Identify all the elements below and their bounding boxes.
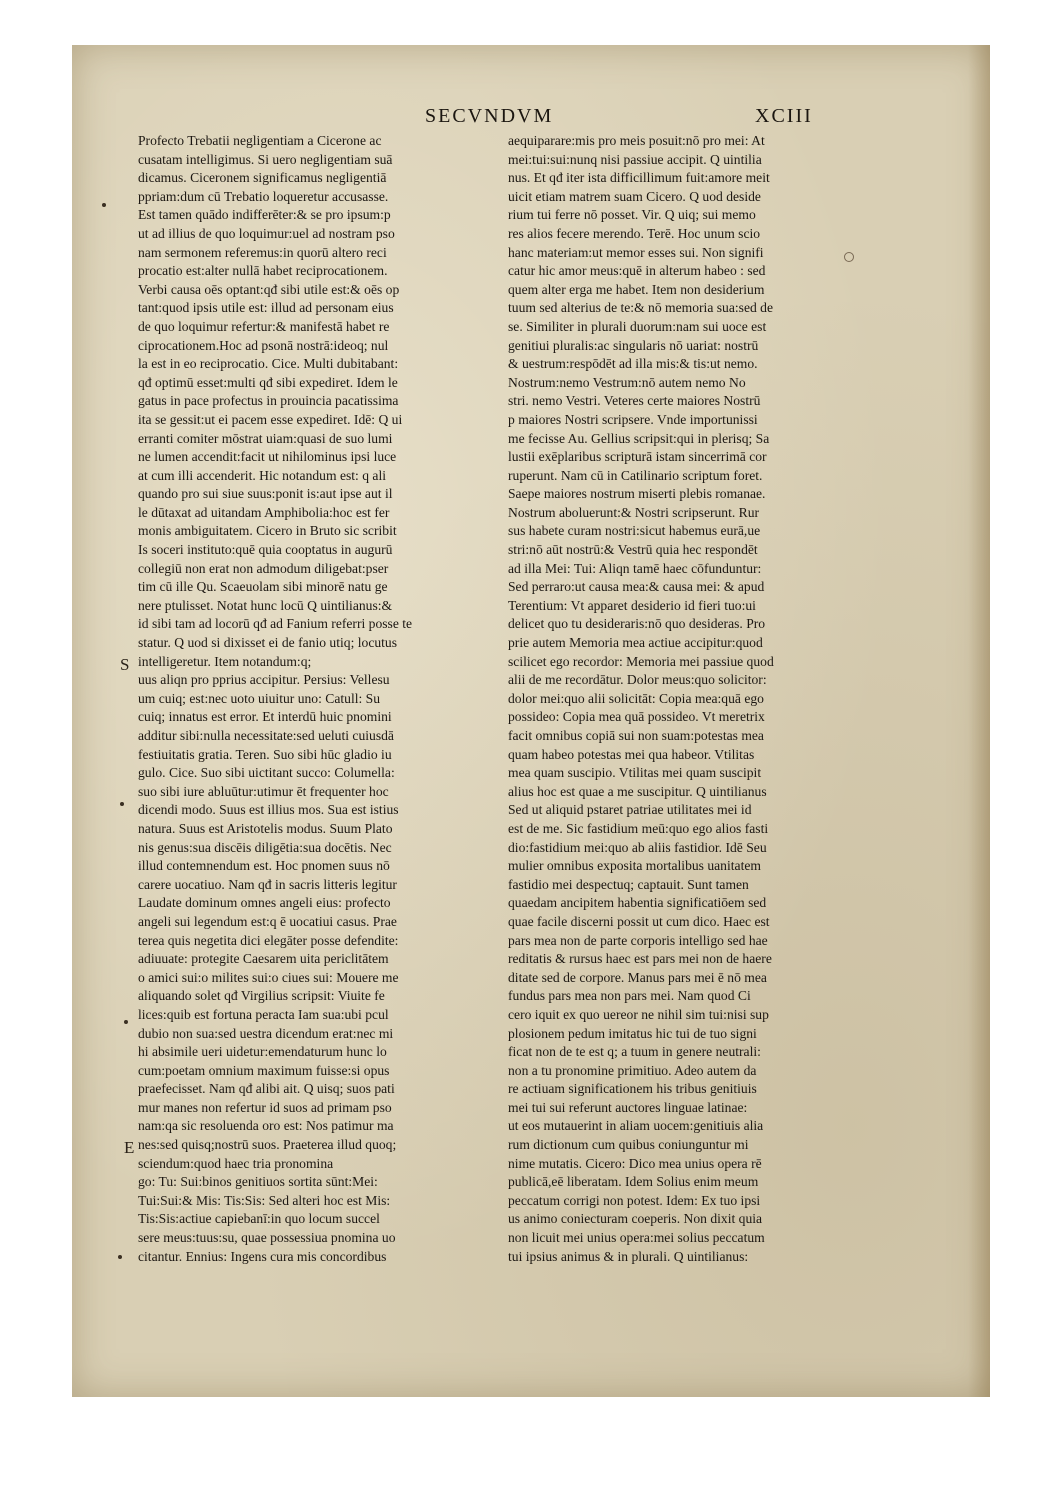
text-line: suo sibi iure abluūtur:utimur ēt frequenter hoc [138, 783, 389, 799]
text-line: tuum sed alterius de te:& nō memoria sua:sed de [508, 300, 774, 316]
text-line: nus. Et qđ iter ista difficillimum fuit:amore meit [508, 170, 770, 186]
text-line: alius hoc est quae a me suscipitur. Q uintilianus [508, 783, 767, 799]
text-line: collegiū non erat non admodum diligebat:pser [138, 560, 389, 576]
text-line: delicet quo tu desideraris:nō quo desideras. Pro [508, 616, 766, 632]
text-line: Tui:Sui:& Mis: Tis:Sis: Sed alteri hoc est Mis: [138, 1192, 391, 1208]
text-line: nime mutatis. Cicero: Dico mea unius opera rē [508, 1155, 762, 1171]
text-line: angeli sui legendum est:q ē uocatiui casus. Prae [138, 913, 397, 929]
text-line: rum dictionum cum quibus coniunguntur mi [508, 1137, 749, 1153]
text-line: mea quam suscipio. Vtilitas mei quam suscipit [508, 765, 762, 781]
text-line: hanc materiam:ut memor esses sui. Non signifi [508, 244, 764, 260]
text-line: dicamus. Ciceronem significamus negligentiā [138, 170, 387, 186]
text-line: carere uocatiuo. Nam qđ in sacris litteris legitur [138, 876, 397, 892]
text-line: statur. Q uod si dixisset ei de fanio utiq; locutus [138, 635, 398, 651]
text-line: cero iquit ex quo uereor ne nihil sim tui:nisi sup [508, 1006, 769, 1022]
text-line: dubio non sua:sed uestra dicendum erat:nec mi [138, 1025, 394, 1041]
text-line: gatus in pace profectus in prouincia pacatissima [138, 393, 399, 409]
scanned-page [72, 45, 990, 1397]
text-line: fundus pars mea non pars mei. Nam quod Ci [508, 988, 751, 1004]
text-line: quando pro sui siue suus:ponit is:aut ipse aut il [138, 486, 393, 502]
text-line: peccatum corrigi non potest. Idem: Ex tuo ipsi [508, 1192, 761, 1208]
text-line: plosionem pedum imitatus hic tui de tuo signi [508, 1025, 757, 1041]
text-line: genitiui pluralis:ac singularis nō uariat: nostrū [508, 337, 759, 353]
text-line: dicendi modo. Suus est illius mos. Sua est istius [138, 802, 399, 818]
text-line: catur hic amor meus:quē in alterum habeo : sed [508, 263, 766, 279]
text-line: prie autem Memoria mea actiue accipitur:quod [508, 635, 763, 651]
text-line: cusatam intelligimus. Si uero negligentiam suā [138, 151, 393, 167]
text-line: re actiuam significationem his tribus genitiuis [508, 1081, 757, 1097]
text-line: se. Similiter in plurali duorum:nam sui uoce est [508, 318, 767, 334]
text-line: uicit etiam matrem suam Cicero. Q uod deside [508, 188, 761, 204]
text-line: ne lumen accendit:facit ut nihilominus ipsi luce [138, 449, 397, 465]
text-line: id sibi tam ad locorū qđ ad Fanium referri posse te [138, 616, 413, 632]
text-line: ut ad illius de quo loquimur:uel ad nostram pso [138, 225, 395, 241]
text-line: illud contemnendum est. Hoc pnomen suus nō [138, 858, 390, 874]
text-line: Nostrum aboluerunt:& Nostri scripserunt. Rur [508, 504, 760, 520]
folio-number: XCIII [755, 105, 813, 127]
margin-mark [120, 802, 124, 806]
text-line: Tis:Sis:actiue capiebanī:in quo locum succel [138, 1211, 380, 1227]
text-line: mulier omnibus exposita mortalibus uanitatem [508, 858, 761, 874]
text-line: non a tu pronomine primitiuo. Adeo autem da [508, 1062, 757, 1078]
page-header [72, 105, 990, 129]
text-line: gulo. Cice. Suo sibi uictitant succo: Columella: [138, 765, 395, 781]
page-edge-shadow [968, 45, 990, 1397]
text-line: mei tui sui referunt auctores linguae latinae: [508, 1099, 748, 1115]
text-line: cuiq; innatus est error. Et interdū huic pnomini [138, 709, 392, 725]
text-line: monis ambiguitatem. Cicero in Bruto sic scribit [138, 523, 397, 539]
text-line: lices:quib est fortuna peracta Iam sua:ubi pcul [138, 1006, 389, 1022]
text-line: natura. Suus est Aristotelis modus. Suum Plato [138, 820, 393, 836]
text-line: nam sermonem referemus:in quorū altero reci [138, 244, 387, 260]
text-line: Nostrum:nemo Vestrum:nō autem nemo No [508, 374, 746, 390]
text-line: nam:qa sic resoluenda oro est: Nos patimur ma [138, 1118, 394, 1134]
text-line: ruperunt. Nam cū in Catilinario scriptum foret. [508, 467, 763, 483]
text-line: hi absimile ueri uidetur:emendaturum hunc lo [138, 1044, 387, 1060]
text-line: alii de me recordātur. Dolor meus:quo solicitor: [508, 672, 767, 688]
text-line: nes:sed quisq;nostrū suos. Praeterea illud quoq; [138, 1137, 397, 1153]
text-line: le dūtaxat ad uitandam Amphibolia:hoc est fer [138, 504, 390, 520]
text-line: quaedam ancipitem habentia significatiōem sed [508, 895, 767, 911]
text-line: ficat non de te est q; a tuum in genere neutrali: [508, 1044, 761, 1060]
text-line: Est tamen quādo indifferēter:& se pro ipsum:p [138, 207, 391, 223]
margin-letter-s: S [120, 655, 130, 674]
text-line: publicā,eē liberatam. Idem Solius enim meum [508, 1174, 759, 1190]
text-line: citantur. Ennius: Ingens cura mis concordibus [138, 1248, 387, 1264]
text-line: res alios fecere merendo. Terē. Hoc unum scio [508, 225, 761, 241]
margin-letter-e: E [124, 1138, 135, 1157]
text-line: nis genus:sua discēis diligētia:sua docētis. Nec [138, 839, 392, 855]
text-line: mur manes non refertur id suos ad primam pso [138, 1099, 392, 1115]
text-line: reditatis & rursus haec est pars mei non de haere [508, 951, 772, 967]
text-line: ut eos mutauerint in aliam uocem:genitiuis alia [508, 1118, 764, 1134]
text-line: quem alter erga me habet. Item non desiderium [508, 281, 765, 297]
text-line: praefecisset. Nam qđ alibi ait. Q uisq; suos pati [138, 1081, 395, 1097]
text-line: ditate sed de corpore. Manus pars mei ē nō mea [508, 969, 767, 985]
text-line: mei:tui:sui:nunq nisi passiue accipit. Q uintilia [508, 151, 762, 167]
right-text-column [508, 132, 864, 1266]
text-line: uus aliqn pro pprius accipitur. Persius: Vellesu [138, 672, 390, 688]
text-line: us animo coniecturam coeperis. Non dixit quia [508, 1211, 763, 1227]
text-line: cum:poetam omnium maximum fuisse:si opus [138, 1062, 390, 1078]
text-line: dio:fastidium mei:quo ab aliis fastidior. Idē Seu [508, 839, 767, 855]
text-line: Is soceri instituto:quē quia cooptatus in augurū [138, 542, 393, 558]
text-line: lustii exēplaribus scripturā istam sincerrimā cor [508, 449, 767, 465]
text-line: Laudate dominum omnes angeli eius: profecto [138, 895, 391, 911]
text-line: additur sibi:nulla necessitate:sed ueluti cuiusdā [138, 728, 394, 743]
text-line: est de me. Sic fastidium meū:quo ego alios fasti [508, 820, 769, 836]
text-line: erranti comiter mōstrat uiam:quasi de suo lumi [138, 430, 393, 446]
margin-mark [102, 203, 106, 207]
text-line: rium tui ferre nō posset. Vir. Q uiq; sui memo [508, 207, 756, 223]
text-line: quam habeo potestas mei qua habeor. Vtilitas [508, 746, 755, 762]
text-line: nere ptulisset. Notat hunc locū Q uintilianus:& [138, 597, 393, 613]
text-line: Sed perraro:ut causa mea:& causa mei: & apud [508, 579, 765, 595]
text-line: go: Tu: Sui:binos genitiuos sortita sūnt:Mei: [138, 1174, 378, 1190]
text-line: Profecto Trebatii negligentiam a Cicerone ac [138, 133, 382, 148]
text-line: ita se gessit:ut ei pacem esse expediret. Idē: Q ui [138, 411, 403, 427]
text-line: o amici sui:o milites sui:o ciues sui: Mouere me [138, 969, 399, 985]
text-line: dolor mei:quo alii solicitāt: Copia mea:quā ego [508, 690, 764, 706]
text-line: procatio est:alter nullā habet reciprocationem. [138, 263, 388, 279]
text-line: non licuit mei unius opera:mei solius peccatum [508, 1230, 765, 1246]
text-line: ppriam:dum cū Trebatio loqueretur accusasse. [138, 188, 389, 204]
text-line: fastidio mei despectuq; captauit. Sunt tamen [508, 876, 749, 892]
text-line: ciprocationem.Hoc ad psonā nostrā:ideoq; nul [138, 337, 389, 353]
text-line: terea quis negetita dici elegāter posse defendite: [138, 932, 399, 948]
text-line: & uestrum:respōdēt ad illa mis:& tis:ut nemo. [508, 356, 758, 372]
text-line: intelligeretur. Item notandum:q; [138, 653, 312, 669]
text-line: qđ optimū esset:multi qđ sibi expediret. Idem le [138, 374, 398, 390]
text-line: possideo: Copia mea quā possideo. Vt meretrix [508, 709, 765, 725]
text-line: festiuitatis gratia. Teren. Suo sibi hūc gladio iu [138, 746, 392, 762]
text-line: Verbi causa oēs optant:qđ sibi utile est:& oēs op [138, 281, 400, 297]
text-line: Saepe maiores nostrum miserti plebis romanae. [508, 486, 766, 502]
margin-mark [118, 1255, 122, 1259]
running-head: SECVNDVM [425, 105, 554, 127]
text-line: at cum illi accenderit. Hic notandum est: q ali [138, 467, 387, 483]
margin-mark [124, 1020, 128, 1024]
text-line: de quo loquimur refertur:& manifestā habet re [138, 318, 390, 334]
text-line: tim cū ille Qu. Scaeuolam sibi minorē natu ge [138, 579, 388, 595]
text-line: pars mea non de parte corporis intelligo sed hae [508, 932, 768, 948]
text-line: Sed ut aliquid pstaret patriae utilitates mei id [508, 802, 752, 818]
text-line: ad illa Mei: Tui: Aliqn tamē haec cōfunduntur: [508, 560, 762, 576]
text-line: aliquando solet qđ Virgilius scripsit: Viuite fe [138, 988, 385, 1004]
text-line: facit omnibus copiā sui non suam:potestas mea [508, 728, 764, 743]
text-line: sus habete curam nostri:sicut habemus eurā,ue [508, 523, 761, 539]
text-line: scilicet ego recordor: Memoria mei passiue quod [508, 653, 774, 669]
text-line: tui ipsius animus & in plurali. Q uintilianus: [508, 1248, 749, 1264]
text-line: Terentium: Vt apparet desiderio id fieri tuo:ui [508, 597, 756, 613]
left-text-column [138, 132, 480, 1266]
text-line: adiuuate: protegite Caesarem uita periclitātem [138, 951, 389, 967]
text-line: um cuiq; est:nec uoto uiuitur uno: Catull: Su [138, 690, 381, 706]
text-line: quae facile discerni possit ut cum dico. Haec est [508, 913, 770, 929]
text-line: aequiparare:mis pro meis posuit:nō pro mei: At [508, 133, 765, 148]
text-line: sciendum:quod haec tria pronomina [138, 1155, 334, 1171]
text-line: stri:nō aūt nostrū:& Vestrū quia hec respondēt [508, 542, 758, 558]
text-line: la est in eo reciprocatio. Cice. Multi dubitabant: [138, 356, 399, 372]
text-line: p maiores Nostri scripsere. Vnde importunissi [508, 411, 758, 427]
text-line: stri. nemo Vestri. Veteres certe maiores Nostrū [508, 393, 761, 409]
text-line: sere meus:tuus:su, quae possessiua pnomina uo [138, 1230, 396, 1246]
text-line: tant:quod ipsis utile est: illud ad personam eius [138, 300, 394, 316]
text-line: me fecisse Au. Gellius scripsit:qui in plerisq; Sa [508, 430, 770, 446]
